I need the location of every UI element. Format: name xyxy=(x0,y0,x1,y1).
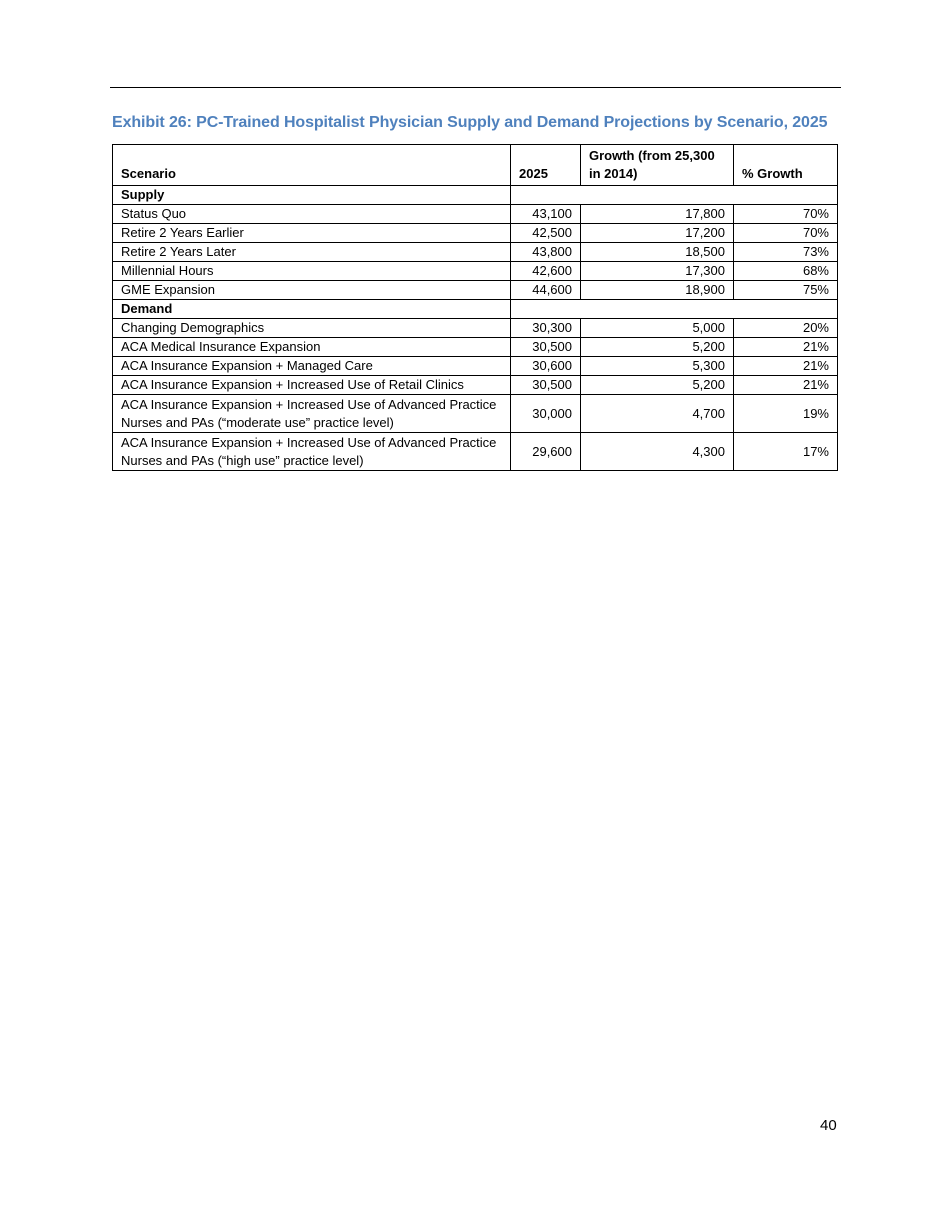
pct-growth-cell: 73% xyxy=(734,243,838,262)
growth-cell: 4,700 xyxy=(581,395,734,433)
scenario-cell: ACA Insurance Expansion + Increased Use of Retail Clinics xyxy=(113,376,511,395)
growth-cell: 5,000 xyxy=(581,319,734,338)
scenario-cell: Retire 2 Years Earlier xyxy=(113,224,511,243)
growth-cell: 17,800 xyxy=(581,205,734,224)
pct-growth-cell: 68% xyxy=(734,262,838,281)
pct-growth-cell: 70% xyxy=(734,224,838,243)
section-label: Demand xyxy=(113,300,511,319)
table-row xyxy=(113,376,838,395)
section-row-supply xyxy=(113,186,838,205)
table-row xyxy=(113,433,838,471)
growth-cell: 5,200 xyxy=(581,338,734,357)
value-2025-cell: 30,500 xyxy=(511,376,581,395)
scenario-cell: Changing Demographics xyxy=(113,319,511,338)
value-2025-cell: 30,500 xyxy=(511,338,581,357)
growth-cell: 17,200 xyxy=(581,224,734,243)
scenario-cell: Millennial Hours xyxy=(113,262,511,281)
pct-growth-cell: 19% xyxy=(734,395,838,433)
pct-growth-cell: 21% xyxy=(734,357,838,376)
growth-cell: 4,300 xyxy=(581,433,734,471)
page-number: 40 xyxy=(820,1117,837,1134)
section-row-demand xyxy=(113,300,838,319)
pct-growth-cell: 21% xyxy=(734,376,838,395)
scenario-cell: ACA Medical Insurance Expansion xyxy=(113,338,511,357)
value-2025-cell: 43,100 xyxy=(511,205,581,224)
col-header-scenario: Scenario xyxy=(113,145,511,186)
table-row xyxy=(113,357,838,376)
growth-cell: 5,200 xyxy=(581,376,734,395)
scenario-cell: GME Expansion xyxy=(113,281,511,300)
scenario-cell: ACA Insurance Expansion + Managed Care xyxy=(113,357,511,376)
col-header-growth: Growth (from 25,300 in 2014) xyxy=(581,145,734,186)
growth-cell: 5,300 xyxy=(581,357,734,376)
header-row xyxy=(113,145,838,186)
table-row xyxy=(113,262,838,281)
table-row xyxy=(113,243,838,262)
pct-growth-cell: 20% xyxy=(734,319,838,338)
growth-cell: 17,300 xyxy=(581,262,734,281)
scenario-cell: ACA Insurance Expansion + Increased Use of Advanced Practice Nurses and PAs (“moderate use” practice level) xyxy=(113,395,511,433)
scenario-cell: Retire 2 Years Later xyxy=(113,243,511,262)
growth-cell: 18,900 xyxy=(581,281,734,300)
value-2025-cell: 43,800 xyxy=(511,243,581,262)
table-row xyxy=(113,319,838,338)
table-row xyxy=(113,205,838,224)
projections-table xyxy=(112,144,838,471)
value-2025-cell: 30,300 xyxy=(511,319,581,338)
value-2025-cell: 42,500 xyxy=(511,224,581,243)
value-2025-cell: 30,600 xyxy=(511,357,581,376)
table-row xyxy=(113,224,838,243)
table-row xyxy=(113,281,838,300)
pct-growth-cell: 75% xyxy=(734,281,838,300)
value-2025-cell: 42,600 xyxy=(511,262,581,281)
value-2025-cell: 44,600 xyxy=(511,281,581,300)
value-2025-cell: 29,600 xyxy=(511,433,581,471)
col-header-pct-growth: % Growth xyxy=(734,145,838,186)
table-row xyxy=(113,395,838,433)
pct-growth-cell: 17% xyxy=(734,433,838,471)
pct-growth-cell: 70% xyxy=(734,205,838,224)
scenario-cell: ACA Insurance Expansion + Increased Use of Advanced Practice Nurses and PAs (“high use” practice level) xyxy=(113,433,511,471)
pct-growth-cell: 21% xyxy=(734,338,838,357)
growth-cell: 18,500 xyxy=(581,243,734,262)
section-label: Supply xyxy=(113,186,511,205)
value-2025-cell: 30,000 xyxy=(511,395,581,433)
exhibit-title: Exhibit 26: PC-Trained Hospitalist Physician Supply and Demand Projections by Scenario, 2025 xyxy=(112,114,828,131)
table-row xyxy=(113,338,838,357)
col-header-2025: 2025 xyxy=(511,145,581,186)
header-rule xyxy=(110,87,841,88)
scenario-cell: Status Quo xyxy=(113,205,511,224)
